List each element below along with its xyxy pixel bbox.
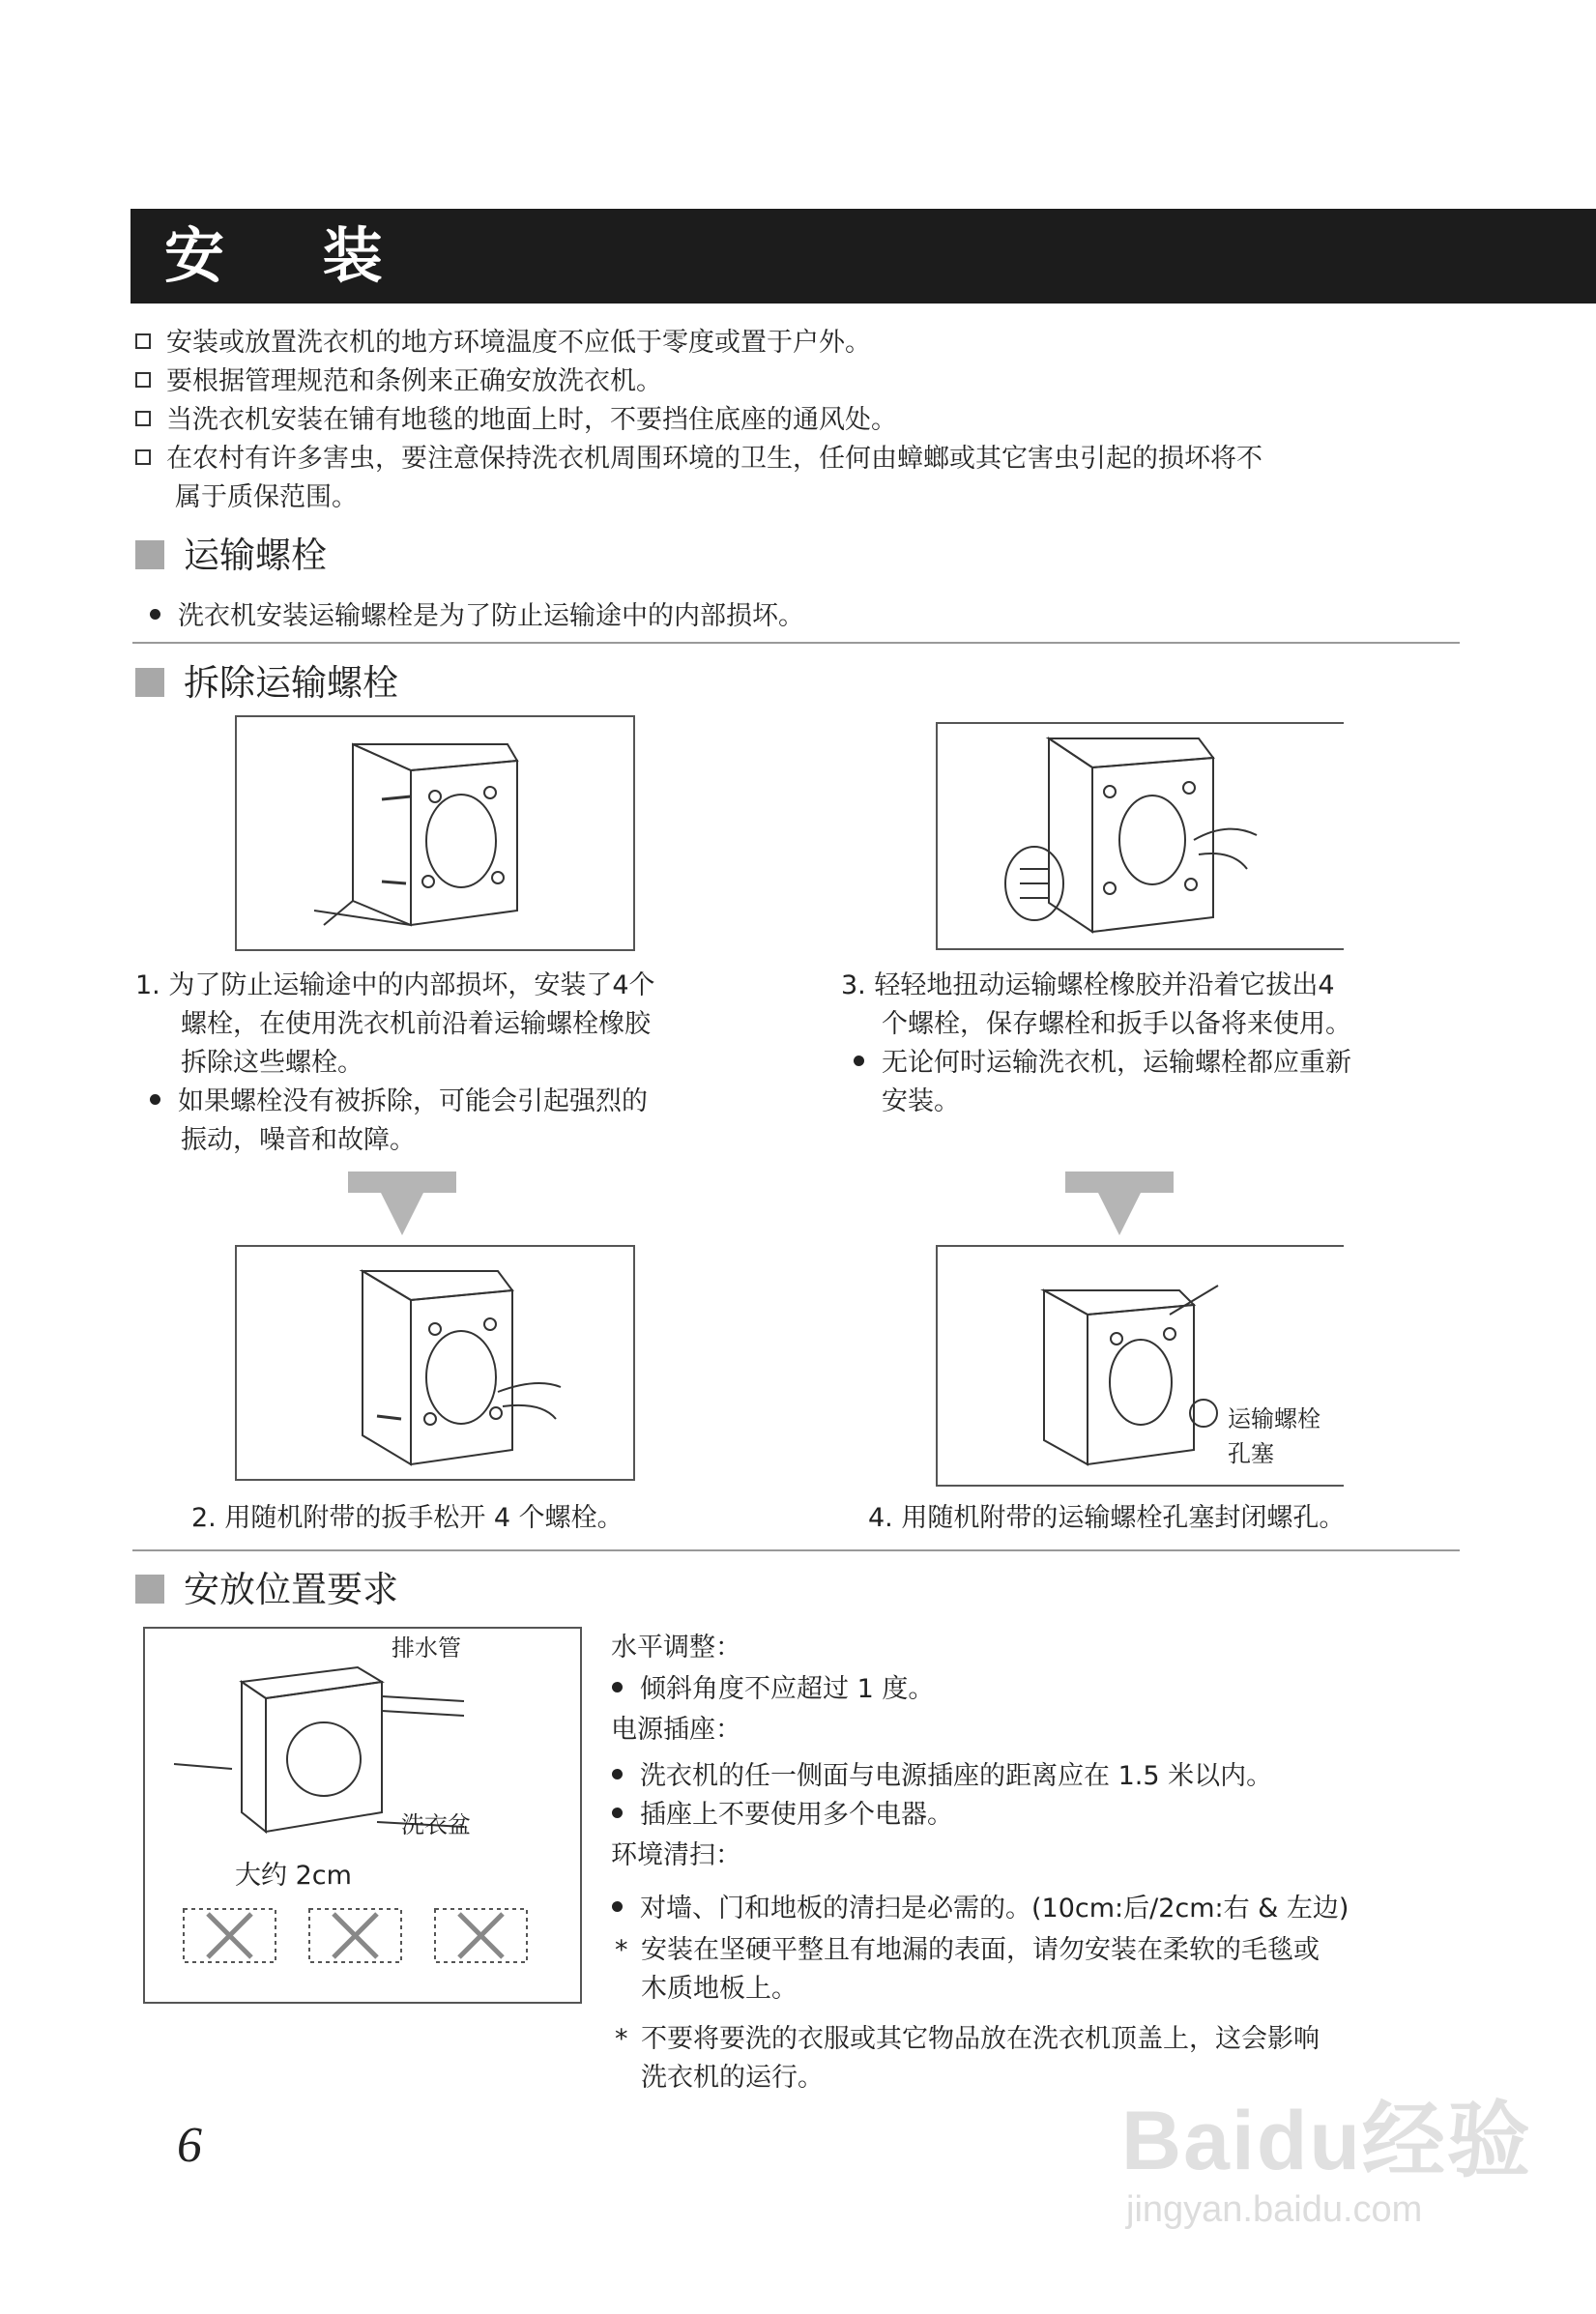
step3-line: 个螺栓，保存螺栓和扳手以备将来使用。 xyxy=(882,1009,1351,1039)
note1-line: 安装在坚硬平整且有地漏的表面，请勿安装在柔软的毛毯或 xyxy=(641,1935,1320,1965)
checkbox-square-icon xyxy=(135,372,151,388)
bullet-icon xyxy=(612,1769,623,1779)
hole-plug-label: 运输螺栓 孔塞 xyxy=(1228,1405,1320,1467)
bullet-icon xyxy=(150,609,160,620)
checkbox-square-icon xyxy=(135,449,151,465)
washer-illustration xyxy=(237,1247,633,1479)
step3-bullet: 无论何时运输洗衣机，运输螺栓都应重新 xyxy=(854,1044,1351,1083)
socket-item: 洗衣机的任一侧面与电源插座的距离应在 1.5 米以内。 xyxy=(612,1757,1272,1796)
section-heading-remove-bolts: 拆除运输螺栓 xyxy=(135,659,398,708)
bullet-icon xyxy=(612,1901,623,1912)
socket-title: 电源插座： xyxy=(611,1715,741,1745)
note-star: * xyxy=(615,2024,628,2054)
step1-line: 1. 为了防止运输途中的内部损坏，安装了4个 xyxy=(135,970,655,1000)
figure-step1 xyxy=(235,715,635,951)
intro-item: 在农村有许多害虫，要注意保持洗衣机周围环境的卫生，任何由蟑螂或其它害虫引起的损坏将不 xyxy=(135,440,1469,478)
step3-line: 3. 轻轻地扭动运输螺栓橡胶并沿着它拔出4 xyxy=(841,970,1335,1000)
washer-illustration xyxy=(938,724,1344,948)
step1-line: 拆除这些螺栓。 xyxy=(181,1048,363,1078)
watermark-url: jingyan.baidu.com xyxy=(1126,2189,1423,2230)
level-item: 倾斜角度不应超过 1 度。 xyxy=(612,1670,934,1709)
checkbox-square-icon xyxy=(135,333,151,349)
down-arrow-icon xyxy=(348,1171,456,1235)
clean-item: 对墙、门和地板的清扫是必需的。(10cm:后/2cm:右 & 左边) xyxy=(612,1890,1349,1928)
note2-line: 不要将要洗的衣服或其它物品放在洗衣机顶盖上，这会影响 xyxy=(641,2024,1320,2054)
level-title: 水平调整： xyxy=(611,1633,741,1663)
bullet-icon xyxy=(612,1808,623,1818)
bullet-icon xyxy=(854,1056,864,1066)
divider xyxy=(132,1549,1460,1551)
checkbox-square-icon xyxy=(135,411,151,426)
intro-item: 要根据管理规范和条例来正确安放洗衣机。 xyxy=(135,362,1469,401)
gap-label: 大约 2cm xyxy=(235,1861,352,1891)
page-title: 安 装 xyxy=(164,220,421,291)
step1-bullet-cont: 振动，噪音和故障。 xyxy=(181,1125,416,1155)
bullet-icon xyxy=(150,1094,160,1105)
intro-item-continued: 属于质保范围。 xyxy=(175,482,358,512)
section-heading-transport-bolts: 运输螺栓 xyxy=(135,532,327,580)
step2-text: 2. 用随机附带的扳手松开 4 个螺栓。 xyxy=(191,1503,624,1533)
section-heading-placement: 安放位置要求 xyxy=(135,1566,398,1614)
basin-label: 洗衣盆 xyxy=(401,1811,471,1838)
bullet-icon xyxy=(612,1682,623,1692)
intro-item: 安装或放置洗衣机的地方环境温度不应低于零度或置于户外。 xyxy=(135,324,1469,362)
figure-step3 xyxy=(936,722,1344,950)
section-square-icon xyxy=(135,1575,164,1604)
down-arrow-icon xyxy=(1065,1171,1174,1235)
divider xyxy=(132,642,1460,644)
note-star: * xyxy=(615,1935,628,1965)
step4-text: 4. 用随机附带的运输螺栓孔塞封闭螺孔。 xyxy=(868,1503,1346,1533)
figure-step2 xyxy=(235,1245,635,1481)
page-number: 6 xyxy=(177,2118,202,2173)
washer-illustration xyxy=(237,717,633,949)
step1-line: 螺栓，在使用洗衣机前沿着运输螺栓橡胶 xyxy=(181,1009,651,1039)
step3-bullet-cont: 安装。 xyxy=(882,1086,960,1116)
clean-title: 环境清扫： xyxy=(611,1840,741,1870)
baidu-jingyan-logo: Baidu经验 xyxy=(1121,2095,1532,2187)
intro-item: 当洗衣机安装在铺有地毯的地面上时，不要挡住底座的通风处。 xyxy=(135,401,1469,440)
figure-placement xyxy=(143,1627,582,2004)
note1-line: 木质地板上。 xyxy=(641,1974,798,2004)
section-square-icon xyxy=(135,540,164,569)
drain-hose-label: 排水管 xyxy=(392,1634,461,1662)
note2-line: 洗衣机的运行。 xyxy=(641,2063,824,2093)
transport-bolt-note: 洗衣机安装运输螺栓是为了防止运输途中的内部损坏。 xyxy=(150,597,804,636)
socket-item: 插座上不要使用多个电器。 xyxy=(612,1796,953,1835)
step1-bullet: 如果螺栓没有被拆除，可能会引起强烈的 xyxy=(150,1083,648,1121)
section-square-icon xyxy=(135,668,164,697)
placement-illustration xyxy=(145,1629,580,2002)
